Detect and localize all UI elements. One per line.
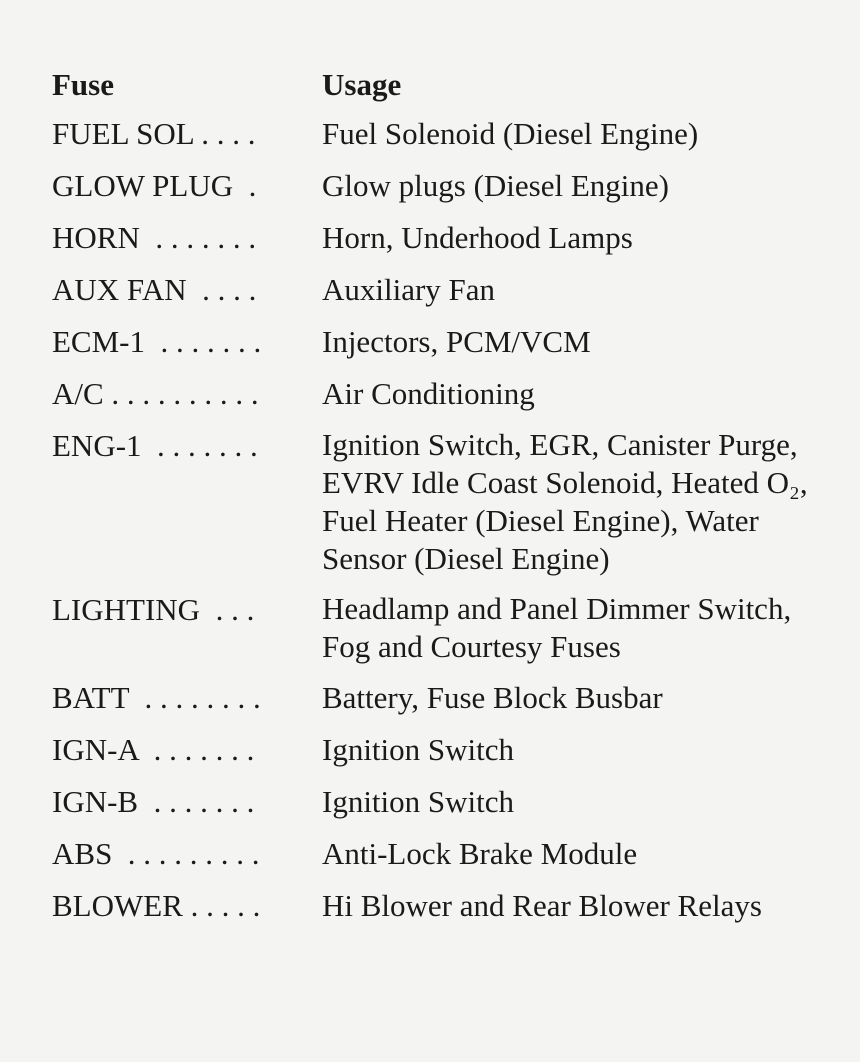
table-row [52, 776, 842, 828]
fuse-name: BATT . . . . . . . . [52, 680, 261, 715]
column-header-fuse: Fuse [52, 67, 114, 102]
table-row [52, 420, 842, 584]
fuse-usage: Ignition Switch [322, 732, 515, 767]
fuse-usage: Glow plugs (Diesel Engine) [322, 168, 669, 203]
fuse-usage: Ignition Switch, EGR, Canister Purge, EVRV Idle Coast Solenoid, Heated O₂, Fuel Heater (Diesel Engine), Water Sensor (Diesel Engine) [322, 427, 808, 576]
table-row [52, 828, 842, 880]
fuse-name: HORN . . . . . . . [52, 220, 257, 255]
table-row [52, 368, 842, 420]
fuse-usage: Anti-Lock Brake Module [322, 836, 638, 871]
fuse-name: AUX FAN . . . . [52, 272, 257, 307]
fuse-name: FUEL SOL . . . . [52, 116, 256, 151]
fuse-name: IGN-A . . . . . . . [52, 732, 255, 767]
table-row [52, 212, 842, 264]
fuse-usage: Fuel Solenoid (Diesel Engine) [322, 116, 699, 151]
table-row [52, 880, 842, 932]
table-row [52, 108, 842, 160]
fuse-usage: Air Conditioning [322, 376, 535, 411]
fuse-name: GLOW PLUG . [52, 168, 257, 203]
fuse-name: LIGHTING . . . [52, 592, 255, 627]
fuse-name: ECM-1 . . . . . . . [52, 324, 262, 359]
fuse-usage: Injectors, PCM/VCM [322, 324, 591, 359]
fuse-name: IGN-B . . . . . . . [52, 784, 255, 819]
column-header-usage: Usage [322, 67, 402, 102]
fuse-usage: Hi Blower and Rear Blower Relays [322, 888, 762, 923]
table-row [52, 584, 842, 672]
table-row [52, 672, 842, 724]
table-row [52, 264, 842, 316]
fuse-name: ENG-1 . . . . . . . [52, 428, 258, 463]
fuse-usage-table [52, 62, 842, 932]
fuse-usage: Auxiliary Fan [322, 272, 496, 307]
table-header [52, 62, 842, 108]
fuse-name: BLOWER . . . . . [52, 888, 261, 923]
fuse-usage: Horn, Underhood Lamps [322, 220, 633, 255]
fuse-name: A/C . . . . . . . . . . [52, 376, 259, 411]
fuse-usage: Battery, Fuse Block Busbar [322, 680, 663, 715]
table-row [52, 160, 842, 212]
table-row [52, 724, 842, 776]
table-row [52, 316, 842, 368]
fuse-name: ABS . . . . . . . . . [52, 836, 260, 871]
fuse-usage: Headlamp and Panel Dimmer Switch, Fog and Courtesy Fuses [322, 591, 792, 664]
fuse-usage: Ignition Switch [322, 784, 515, 819]
